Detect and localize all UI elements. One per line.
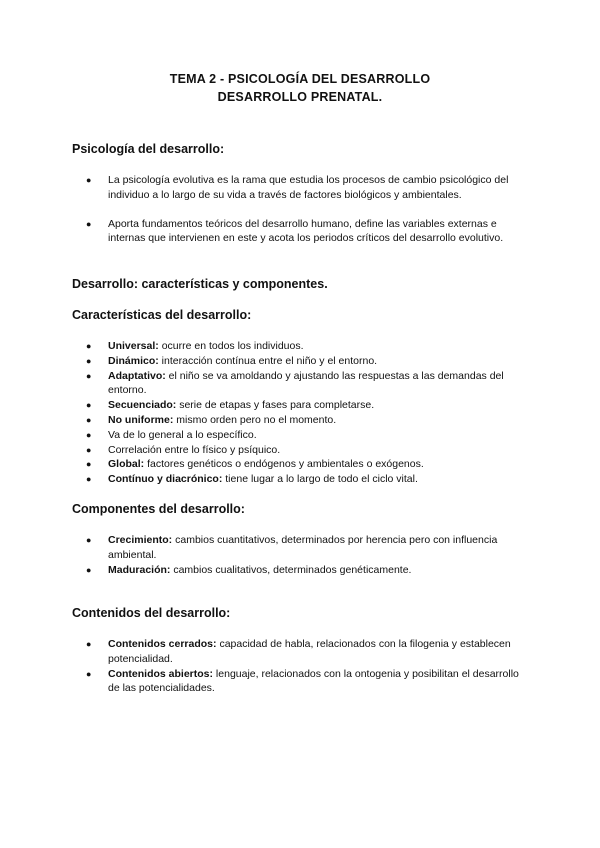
- definition: tiene lugar a lo largo de todo el ciclo vital.: [222, 473, 418, 486]
- list-item: [72, 217, 532, 247]
- term: No uniforme:: [108, 413, 174, 426]
- heading-psicologia: Psicología del desarrollo:: [72, 142, 225, 156]
- list-item: [72, 563, 532, 578]
- bullet-icon: ●: [86, 459, 92, 470]
- heading-caracteristicas: Características del desarrollo:: [72, 308, 252, 322]
- bullet-icon: ●: [86, 474, 92, 485]
- bullet-icon: ●: [86, 175, 92, 185]
- bullet-icon: ●: [86, 668, 92, 679]
- bullet-icon: ●: [86, 429, 92, 440]
- bullet-icon: ●: [86, 564, 92, 575]
- list-item-text: Aporta fundamentos teóricos del desarrollo humano, define las variables externas e internas que intervienen en este y acota los periodos críticos del desarrollo evolutivo.: [108, 217, 504, 245]
- term: Adaptativo:: [108, 369, 166, 382]
- list-item: [72, 339, 532, 354]
- definition: el niño se va amoldando y ajustando las respuestas a las demandas del entorno.: [108, 369, 504, 397]
- heading-desarrollo: Desarrollo: características y componentes.: [72, 277, 328, 291]
- heading-componentes: Componentes del desarrollo:: [72, 502, 245, 516]
- list-contenidos: [72, 637, 532, 696]
- definition: capacidad de habla, relacionados con la filogenia y establecen potencialidad.: [108, 638, 511, 665]
- definition: serie de etapas y fases para completarse.: [176, 399, 375, 412]
- term: Secuenciado:: [108, 399, 177, 412]
- bullet-icon: ●: [86, 535, 92, 545]
- term: Global:: [108, 458, 145, 471]
- term: Crecimiento:: [108, 534, 173, 546]
- definition: cambios cualitativos, determinados genéticamente.: [170, 563, 412, 576]
- list-item: [72, 173, 532, 203]
- bullet-icon: ●: [86, 414, 92, 425]
- document-subtitle: DESARROLLO PRENATAL.: [217, 90, 383, 104]
- list-item: [72, 413, 532, 428]
- definition: mismo orden pero no el momento.: [173, 413, 337, 426]
- list-caracteristicas: [72, 339, 532, 487]
- bullet-icon: ●: [86, 341, 92, 351]
- list-item: [72, 637, 532, 667]
- list-psicologia: [72, 173, 532, 246]
- definition: Correlación entre lo físico y psíquico.: [108, 443, 281, 456]
- definition: factores genéticos o endógenos y ambientales o exógenos.: [144, 458, 424, 471]
- bullet-icon: ●: [86, 639, 92, 649]
- list-item: [72, 457, 532, 472]
- term: Universal:: [108, 340, 159, 352]
- term: Maduración:: [108, 563, 171, 576]
- definition: lenguaje, relacionados con la ontogenia y posibilitan el desarrollo de las potencialidades.: [108, 667, 519, 695]
- definition: cambios cuantitativos, determinados por herencia pero con influencia ambiental.: [108, 534, 498, 561]
- bullet-icon: ●: [86, 444, 92, 455]
- list-item: [72, 428, 532, 443]
- definition: Va de lo general a lo específico.: [108, 428, 257, 441]
- heading-contenidos: Contenidos del desarrollo:: [72, 606, 231, 620]
- definition: ocurre en todos los individuos.: [158, 340, 304, 352]
- list-item: [72, 667, 532, 697]
- definition: interacción contínua entre el niño y el entorno.: [158, 354, 378, 367]
- list-item: [72, 369, 532, 399]
- term: Contenidos abiertos:: [108, 667, 214, 680]
- bullet-icon: ●: [86, 218, 92, 229]
- bullet-icon: ●: [86, 370, 92, 381]
- list-item-text: La psicología evolutiva es la rama que estudia los procesos de cambio psicológico del individuo a lo largo de su vida a través de factores biológicos y ambientales.: [108, 174, 509, 201]
- bullet-icon: ●: [86, 355, 92, 366]
- list-item: [72, 398, 532, 413]
- term: Dinámico:: [108, 354, 159, 367]
- term: Contínuo y diacrónico:: [108, 473, 223, 486]
- list-item: [72, 472, 532, 487]
- list-item: [72, 533, 532, 563]
- list-item: [72, 354, 532, 369]
- list-item: [72, 443, 532, 458]
- document-title: TEMA 2 - PSICOLOGÍA DEL DESARROLLO: [169, 72, 431, 86]
- list-componentes: [72, 533, 532, 577]
- bullet-icon: ●: [86, 400, 92, 411]
- term: Contenidos cerrados:: [108, 638, 217, 650]
